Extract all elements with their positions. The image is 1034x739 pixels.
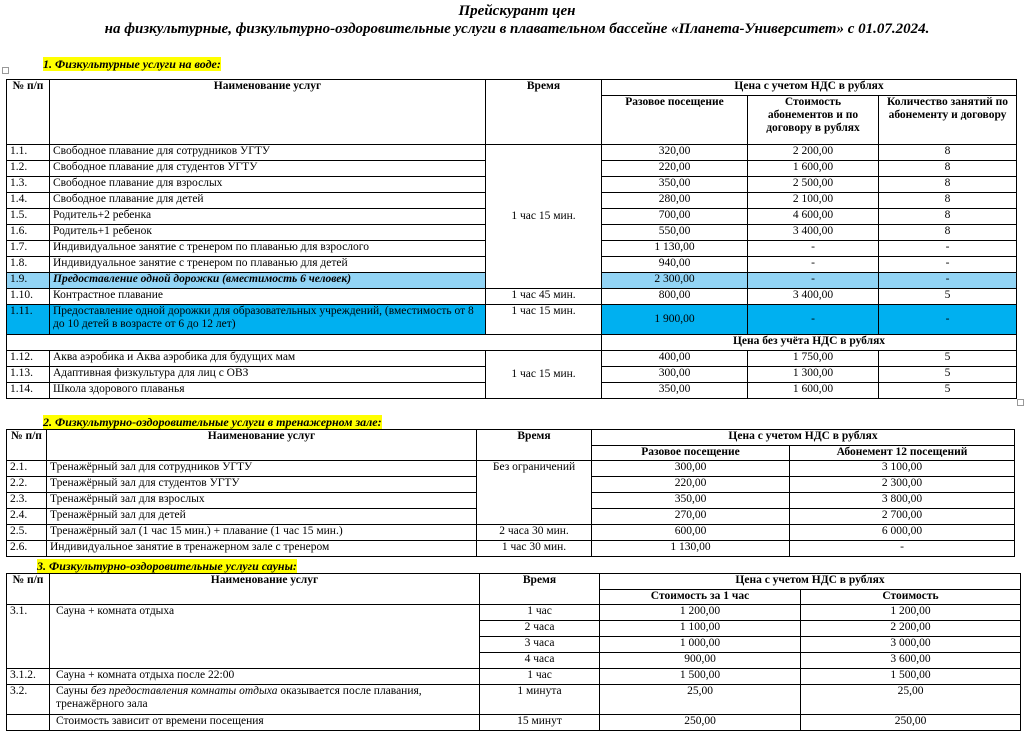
table-cell: 3 800,00 [790, 493, 1015, 509]
section1-heading: 1. Физкультурные услуги на воде: [43, 57, 221, 71]
table-cell: 1 час [480, 669, 600, 685]
table-cell: Время [477, 430, 592, 461]
table-cell: Свободное плавание для студентов УГТУ [50, 161, 486, 177]
table-cell: Аква аэробика и Аква аэробика для будущих мам [50, 351, 486, 367]
gym-services-table [6, 429, 1015, 557]
col-count: Количество занятий по абонементу и договору [879, 96, 1017, 145]
table-cell: 15 минут [480, 715, 600, 731]
table-cell: № п/п [7, 574, 50, 605]
table-cell: - [879, 305, 1017, 335]
no-vat-header: Цена без учёта НДС в рублях [602, 335, 1017, 351]
table-cell: - [879, 257, 1017, 273]
table-cell: Сауна + комната отдыха после 22:00 [50, 669, 480, 685]
table-cell: 2 200,00 [801, 621, 1021, 637]
table-cell: Свободное плавание для взрослых [50, 177, 486, 193]
table-cell: 3.2. [7, 685, 50, 715]
table-cell: 3 400,00 [748, 289, 879, 305]
table-cell: 6 000,00 [790, 525, 1015, 541]
col-subscription: Стоимость абонементов и по договору в рублях [748, 96, 879, 145]
table-cell: 1.11. [7, 305, 50, 335]
table-cell: 1.8. [7, 257, 50, 273]
table-cell: 25,00 [801, 685, 1021, 715]
table-cell: 3 600,00 [801, 653, 1021, 669]
table-cell: 220,00 [592, 477, 790, 493]
table-cell: 1 час 15 мин. [486, 305, 602, 335]
table-cell: 4 часа [480, 653, 600, 669]
table-cell: Школа здорового плаванья [50, 383, 486, 399]
table-cell: 700,00 [602, 209, 748, 225]
page-title: Прейскурант цен [458, 3, 576, 19]
table-cell: 1 час 45 мин. [486, 289, 602, 305]
table-cell: 2.3. [7, 493, 47, 509]
table-cell: 1 200,00 [600, 605, 801, 621]
table-cell: 1.2. [7, 161, 50, 177]
table-cell: 1 600,00 [748, 161, 879, 177]
table-cell: Индивидуальное занятие в тренажерном зале с тренером [47, 541, 477, 557]
table-cell: 2 часа 30 мин. [477, 525, 592, 541]
table-cell: 400,00 [602, 351, 748, 367]
table-cell: 2 100,00 [748, 193, 879, 209]
table-cell: 1.5. [7, 209, 50, 225]
table-resize-icon [1017, 399, 1024, 406]
table-cell: - [879, 273, 1017, 289]
table-cell: 3 000,00 [801, 637, 1021, 653]
table-cell: - [748, 305, 879, 335]
table-cell: 300,00 [602, 367, 748, 383]
table-cell: Контрастное плавание [50, 289, 486, 305]
table-cell: 300,00 [592, 461, 790, 477]
time-cell: 1 час 15 мин. [486, 351, 602, 399]
table-row [7, 145, 1017, 161]
table-cell: 940,00 [602, 257, 748, 273]
table-cell: Предоставление одной дорожки (вместимость 6 человек) [50, 273, 486, 289]
table-cell: Разовое посещение [592, 446, 790, 461]
table-cell: Родитель+1 ребенок [50, 225, 486, 241]
table-cell: Тренажёрный зал (1 час 15 мин.) + плавание (1 час 15 мин.) [47, 525, 477, 541]
col-num: № п/п [7, 80, 50, 145]
table-cell: Тренажёрный зал для взрослых [47, 493, 477, 509]
table-row [7, 715, 1021, 731]
table-row [7, 605, 1021, 621]
water-services-table [6, 79, 1017, 399]
table-cell: 8 [879, 193, 1017, 209]
table-cell: 1 600,00 [748, 383, 879, 399]
section2-heading: 2. Физкультурно-оздоровительные услуги в тренажерном зале: [43, 415, 382, 429]
table-cell: - [879, 241, 1017, 257]
time-cell: 1 час 15 мин. [486, 145, 602, 289]
table-cell: 8 [879, 225, 1017, 241]
table-cell: Стоимость зависит от времени посещения [50, 715, 480, 731]
table-cell: Индивидуальное занятие с тренером по плаванью для взрослого [50, 241, 486, 257]
table-cell: 600,00 [592, 525, 790, 541]
table-cell: 3.1.2. [7, 669, 50, 685]
table-cell: 8 [879, 145, 1017, 161]
table-cell: 280,00 [602, 193, 748, 209]
table-cell: 1.10. [7, 289, 50, 305]
sauna-services-table [6, 573, 1021, 731]
table-cell: 8 [879, 209, 1017, 225]
table-cell: Свободное плавание для детей [50, 193, 486, 209]
table-cell: Наименование услуг [50, 574, 480, 605]
table-cell: 1 000,00 [600, 637, 801, 653]
table-cell: 2.5. [7, 525, 47, 541]
table-row [7, 289, 1017, 305]
table-cell: 1.3. [7, 177, 50, 193]
table-cell: 350,00 [602, 383, 748, 399]
table-cell: 1 750,00 [748, 351, 879, 367]
table-cell: 350,00 [602, 177, 748, 193]
table-cell: 3 100,00 [790, 461, 1015, 477]
table-cell: 1 900,00 [602, 305, 748, 335]
table-cell: - [748, 257, 879, 273]
table-cell: 1 200,00 [801, 605, 1021, 621]
table-cell: - [748, 241, 879, 257]
table-cell: 8 [879, 177, 1017, 193]
time-cell: Без ограничений [477, 461, 592, 525]
col-name: Наименование услуг [50, 80, 486, 145]
table-cell: № п/п [7, 430, 47, 461]
table-cell: 8 [879, 161, 1017, 177]
table-cell: - [748, 273, 879, 289]
table-cell: 1 100,00 [600, 621, 801, 637]
table-cell: Предоставление одной дорожки для образовательных учреждений, (вместимость от 8 до 10 детей в возрасте от 6 до 12 лет) [50, 305, 486, 335]
table-cell: 2 300,00 [790, 477, 1015, 493]
table-cell: 1 минута [480, 685, 600, 715]
table-cell: 250,00 [600, 715, 801, 731]
table-cell: 1 час 30 мин. [477, 541, 592, 557]
table-row [7, 541, 1015, 557]
table-cell: 350,00 [592, 493, 790, 509]
table-cell: 2 300,00 [602, 273, 748, 289]
table-cell: Свободное плавание для сотрудников УГТУ [50, 145, 486, 161]
table-cell: 1.4. [7, 193, 50, 209]
table-cell: 1 130,00 [592, 541, 790, 557]
section3-heading: 3. Физкультурно-оздоровительные услуги сауны: [37, 559, 297, 573]
table-cell [7, 715, 50, 731]
table-cell: Стоимость [801, 590, 1021, 605]
table-cell: 2.2. [7, 477, 47, 493]
table-cell: Тренажёрный зал для детей [47, 509, 477, 525]
table-cell: Стоимость за 1 час [600, 590, 801, 605]
table-row [7, 669, 1021, 685]
table-cell: 800,00 [602, 289, 748, 305]
table-cell: 1.7. [7, 241, 50, 257]
table-row [7, 525, 1015, 541]
table-cell: Тренажёрный зал для сотрудников УГТУ [47, 461, 477, 477]
table-cell: 1 500,00 [600, 669, 801, 685]
table-row [7, 685, 1021, 715]
table-cell: 2 700,00 [790, 509, 1015, 525]
table-row [7, 351, 1017, 367]
col-price: Цена с учетом НДС в рублях [602, 80, 1017, 96]
table-cell: 25,00 [600, 685, 801, 715]
table-cell: 220,00 [602, 161, 748, 177]
table-row [7, 461, 1015, 477]
table-cell: 250,00 [801, 715, 1021, 731]
table-cell: Время [480, 574, 600, 605]
table-cell: 5 [879, 367, 1017, 383]
table-cell: Цена с учетом НДС в рублях [600, 574, 1021, 590]
table-cell: 1.6. [7, 225, 50, 241]
table-cell: 1.14. [7, 383, 50, 399]
table-cell: 4 600,00 [748, 209, 879, 225]
table-cell: 5 [879, 351, 1017, 367]
table-cell: 1 час [480, 605, 600, 621]
table-cell: Сауны без предоставления комнаты отдыха оказывается после плавания, тренажёрного зала [50, 685, 480, 715]
table-cell: 1.9. [7, 273, 50, 289]
table-cell: 1.13. [7, 367, 50, 383]
table-cell: 2.1. [7, 461, 47, 477]
table-cell [7, 335, 602, 351]
table-cell: 2 200,00 [748, 145, 879, 161]
table-cell: Родитель+2 ребенка [50, 209, 486, 225]
table-cell: 3 400,00 [748, 225, 879, 241]
table-cell: 3.1. [7, 605, 50, 669]
table-cell: 320,00 [602, 145, 748, 161]
table-anchor-icon [2, 67, 9, 74]
table-cell: 1 130,00 [602, 241, 748, 257]
table-cell: Индивидуальное занятие с тренером по плаванью для детей [50, 257, 486, 273]
table-cell: Цена с учетом НДС в рублях [592, 430, 1015, 446]
table-row-highlighted [7, 305, 1017, 335]
table-cell: 2 часа [480, 621, 600, 637]
table-cell: 1.12. [7, 351, 50, 367]
table-cell: 550,00 [602, 225, 748, 241]
table-cell: - [790, 541, 1015, 557]
table-cell: 270,00 [592, 509, 790, 525]
table-cell: Абонемент 12 посещений [790, 446, 1015, 461]
table-cell: 5 [879, 383, 1017, 399]
table-cell: Тренажёрный зал для студентов УГТУ [47, 477, 477, 493]
table-cell: 2.6. [7, 541, 47, 557]
table-cell: 5 [879, 289, 1017, 305]
page-subtitle: на физкультурные, физкультурно-оздоровительные услуги в плавательном бассейне «Планета-Университет» с 01.07.2024. [104, 21, 930, 37]
table-cell: 900,00 [600, 653, 801, 669]
table-cell: Наименование услуг [47, 430, 477, 461]
col-single: Разовое посещение [602, 96, 748, 145]
table-cell: 2 500,00 [748, 177, 879, 193]
table-cell: 1 300,00 [748, 367, 879, 383]
table-cell: 2.4. [7, 509, 47, 525]
table-cell: 1.1. [7, 145, 50, 161]
table-cell: Адаптивная физкультура для лиц с ОВЗ [50, 367, 486, 383]
table-cell: 1 500,00 [801, 669, 1021, 685]
table-cell: 3 часа [480, 637, 600, 653]
col-time: Время [486, 80, 602, 145]
table-cell: Сауна + комната отдыха [50, 605, 480, 669]
